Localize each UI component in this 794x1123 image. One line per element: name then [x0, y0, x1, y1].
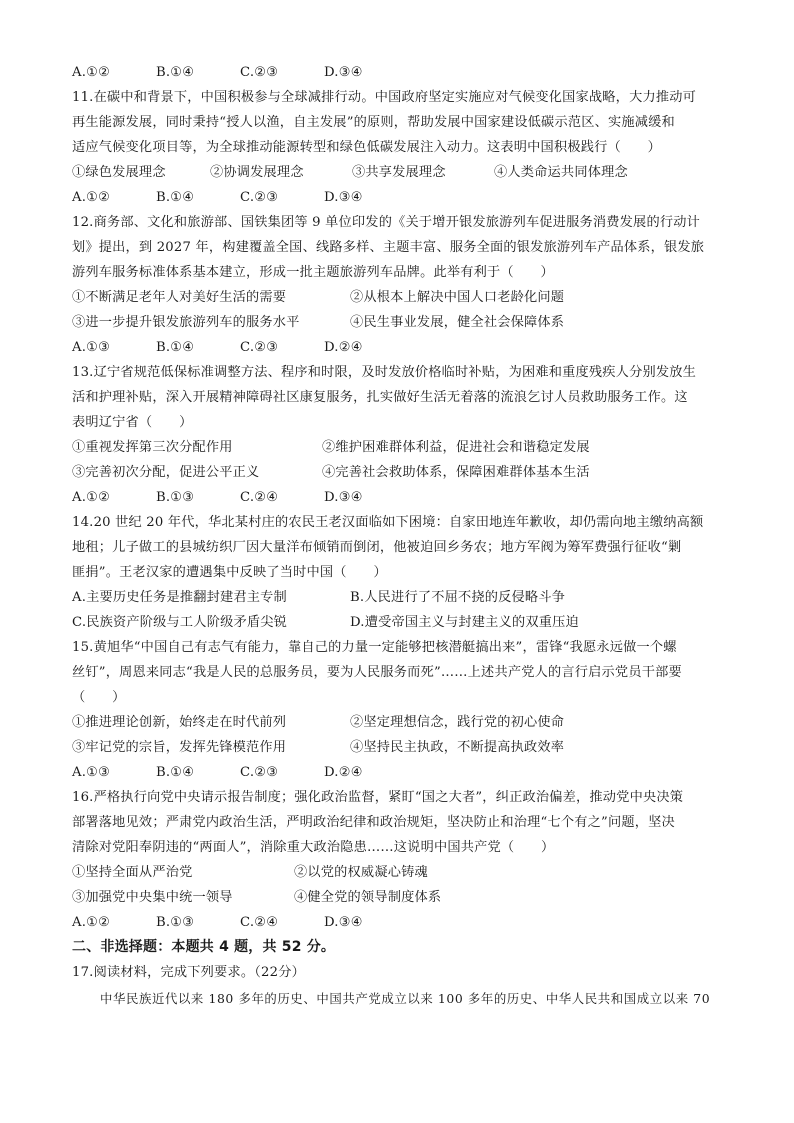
statement-4: ④坚持民主执政，不断提高执政效率 — [350, 740, 565, 755]
option-b: B.人民进行了不屈不挠的反侵略斗争 — [350, 590, 566, 605]
option-d: D.③④ — [324, 65, 363, 80]
option-d: D.遭受帝国主义与封建主义的双重压迫 — [350, 615, 579, 630]
option-b: B.①③ — [156, 490, 195, 505]
statement-1: ①坚持全面从严治党 — [72, 865, 193, 880]
q15-statements-row-2 — [72, 739, 564, 757]
q13-options — [72, 489, 408, 507]
q13-stem-line-3: 表明辽宁省（ ） — [72, 415, 193, 430]
option-c: C.②③ — [240, 765, 279, 780]
statement-4: ④完善社会救助体系，保障困难群体基本生活 — [322, 465, 590, 480]
statement-2: ②协调发展理念 — [210, 165, 304, 180]
statement-4: ④民生事业发展，健全社会保障体系 — [350, 315, 565, 330]
option-c: C.②③ — [240, 190, 279, 205]
option-c: C.②③ — [240, 340, 279, 355]
q12-statements-row-2 — [72, 314, 564, 332]
statement-1: ①推进理论创新，始终走在时代前列 — [72, 715, 287, 730]
q11-options — [72, 189, 408, 207]
option-c: C.②④ — [240, 490, 279, 505]
statement-3: ③共享发展理念 — [352, 165, 446, 180]
statement-4: ④人类命运共同体理念 — [494, 165, 628, 180]
statement-3: ③完善初次分配，促进公平正义 — [72, 465, 260, 480]
option-a: A.①② — [72, 490, 111, 505]
q12-stem-line-1: 12.商务部、文化和旅游部、国铁集团等 9 单位印发的《关于增开银发旅游列车促进服务消费发展的行动计 — [72, 215, 700, 230]
option-a: A.①② — [72, 65, 111, 80]
option-a: A.①③ — [72, 765, 111, 780]
q12-options — [72, 339, 408, 357]
q15-stem-line-2: 丝钉”，周恩来同志“我是人民的总服务员，要为人民服务而死”……上述共产党人的言行启示党员干部要 — [72, 665, 682, 680]
q12-statements-row-1 — [72, 289, 564, 307]
option-b: B.①④ — [156, 340, 195, 355]
q12-stem-line-3: 游列车服务标准体系基本建立，形成一批主题旅游列车品牌。此举有利于（ ） — [72, 265, 554, 280]
q11-stem-line-2: 再生能源发展，同时秉持“授人以渔，自主发展”的原则，帮助发展中国家建设低碳示范区、实施减缓和 — [72, 115, 675, 130]
option-d: D.③④ — [324, 915, 363, 930]
option-b: B.①③ — [156, 915, 195, 930]
q13-statements-row-1 — [72, 439, 590, 457]
q11-stem-line-3: 适应气候变化项目等，为全球推动能源转型和绿色低碳发展注入动力。这表明中国积极践行（ ） — [72, 140, 662, 155]
q15-stem-line-1: 15.黄旭华“中国自己有志气有能力，靠自己的力量一定能够把核潜艇搞出来”，雷锋“我愿永远做一个螺 — [72, 640, 677, 655]
option-d: D.②④ — [324, 765, 363, 780]
statement-2: ②以党的权威凝心铸魂 — [294, 865, 428, 880]
statement-3: ③加强党中央集中统一领导 — [72, 890, 233, 905]
option-d: D.③④ — [324, 490, 363, 505]
option-c: C.民族资产阶级与工人阶级矛盾尖锐 — [72, 615, 288, 630]
option-a: A.①② — [72, 190, 111, 205]
option-d: D.②④ — [324, 340, 363, 355]
statement-4: ④健全党的领导制度体系 — [294, 890, 442, 905]
q14-stem-line-1: 14.20 世纪 20 年代，华北某村庄的农民王老汉面临如下困境：自家田地连年歉收，却仍需向地主缴纳高额 — [72, 515, 704, 530]
statement-1: ①重视发挥第三次分配作用 — [72, 440, 233, 455]
q16-statements-row-1 — [72, 864, 428, 882]
option-b: B.①④ — [156, 765, 195, 780]
statement-1: ①绿色发展理念 — [72, 165, 166, 180]
q16-options — [72, 914, 408, 932]
option-b: B.①④ — [156, 65, 195, 80]
section-heading: 二、非选择题：本题共 4 题，共 52 分。 — [72, 939, 336, 955]
q15-stem-line-3: （ ） — [72, 690, 126, 705]
q13-stem-line-1: 13.辽宁省规范低保标准调整方法、程序和时限，及时发放价格临时补贴，为困难和重度残疾人分别发放生 — [72, 365, 697, 380]
option-a: A.①③ — [72, 340, 111, 355]
option-d: D.③④ — [324, 190, 363, 205]
option-a: A.①② — [72, 915, 111, 930]
q16-statements-row-2 — [72, 889, 441, 907]
statement-2: ②从根本上解决中国人口老龄化问题 — [350, 290, 565, 305]
prev-question-options — [72, 64, 408, 82]
q14-stem-line-2: 地租；儿子做工的县城纺织厂因大量洋布倾销而倒闭，他被迫回乡务农；地方军阀为筹军费强行征收“剿 — [72, 540, 682, 555]
option-c: C.②③ — [240, 65, 279, 80]
statement-3: ③进一步提升银发旅游列车的服务水平 — [72, 315, 300, 330]
q14-stem-line-3: 匪捐”。王老汉家的遭遇集中反映了当时中国（ ） — [72, 565, 387, 580]
q14-options-row-2 — [72, 614, 579, 632]
option-c: C.②④ — [240, 915, 279, 930]
q11-statements — [72, 164, 628, 182]
q13-statements-row-2 — [72, 464, 590, 482]
q15-options — [72, 764, 408, 782]
option-a: A.主要历史任务是推翻封建君主专制 — [72, 590, 287, 605]
q17-material: 中华民族近代以来 180 多年的历史、中国共产党成立以来 100 多年的历史、中华人民共和国成立以来 70 — [100, 991, 711, 1006]
q15-statements-row-1 — [72, 714, 564, 732]
q13-stem-line-2: 活和护理补贴，深入开展精神障碍社区康复服务，扎实做好生活无着落的流浪乞讨人员救助服务工作。这 — [72, 390, 688, 405]
statement-1: ①不断满足老年人对美好生活的需要 — [72, 290, 287, 305]
q14-options-row-1 — [72, 589, 565, 607]
statement-2: ②坚定理想信念，践行党的初心使命 — [350, 715, 565, 730]
q17-stem: 17.阅读材料，完成下列要求。（22分） — [72, 965, 305, 980]
q11-stem-line-1: 11.在碳中和背景下，中国积极参与全球减排行动。中国政府坚定实施应对气候变化国家战略，大力推动可 — [72, 90, 697, 105]
option-b: B.①④ — [156, 190, 195, 205]
statement-2: ②维护困难群体利益，促进社会和谐稳定发展 — [322, 440, 590, 455]
q16-stem-line-3: 清除对党阳奉阴违的“两面人”，消除重大政治隐患……这说明中国共产党（ ） — [72, 840, 555, 855]
q16-stem-line-2: 部署落地见效；严肃党内政治生活，严明政治纪律和政治规矩，坚决防止和治理“七个有之”问题，坚决 — [72, 815, 675, 830]
q16-stem-line-1: 16.严格执行向党中央请示报告制度；强化政治监督，紧盯“国之大者”，纠正政治偏差，推动党中央决策 — [72, 790, 684, 805]
q12-stem-line-2: 划》提出，到 2027 年，构建覆盖全国、线路多样、主题丰富、服务全面的银发旅游列车产品体系，银发旅 — [72, 240, 705, 255]
statement-3: ③牢记党的宗旨，发挥先锋模范作用 — [72, 740, 287, 755]
